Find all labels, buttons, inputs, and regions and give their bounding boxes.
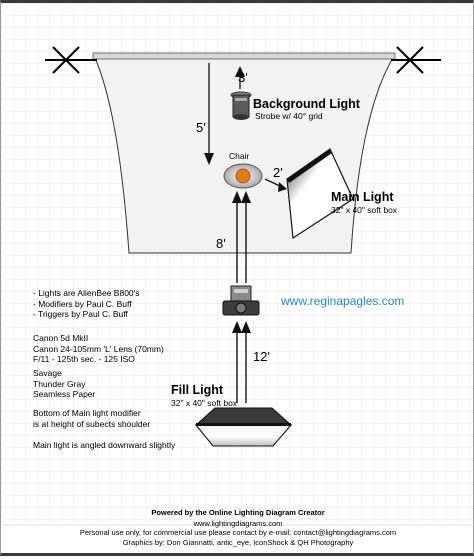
footer-usage: Personal use only, for commercial use please contact by e-mail: contact@lightingdiagrams.com <box>79 528 397 537</box>
background-light-title: Background Light <box>253 97 360 111</box>
note-line: Bottom of Main light modifier <box>33 408 141 418</box>
placement-notes <box>33 408 150 429</box>
note-line: is at height of subects shoulder <box>33 418 151 429</box>
fill-light-title: Fill Light <box>171 383 224 397</box>
chair-label: Chair <box>229 151 250 161</box>
background-light-distance: 3' <box>238 70 248 85</box>
background-light-subtitle: Strobe w/ 40° grid <box>255 111 323 121</box>
note-line: - Lights are AlienBee B800's <box>33 288 140 298</box>
fill-light-distance: 12' <box>253 349 270 364</box>
note-line: - Triggers by Paul C. Buff <box>33 309 128 320</box>
backdrop-notes <box>33 368 95 400</box>
note-line: Canon 24-105mm 'L' Lens (70mm) <box>33 343 164 354</box>
lights-notes <box>33 288 140 320</box>
note-line: Seamless Paper <box>33 389 96 400</box>
camera-notes <box>33 333 164 365</box>
note-line: Thunder Gray <box>33 378 86 389</box>
note-line: F/11 - 125th sec. - 125 ISO <box>33 354 135 365</box>
fill-light-softbox-icon <box>196 408 291 446</box>
footer-graphics: Graphics by: Don Giannatti, antic_eye, IconShock & QH Photography <box>122 538 354 547</box>
backdrop-roll <box>93 53 395 59</box>
main-light-subtitle: 32" x 40" soft box <box>331 205 398 215</box>
website-link[interactable]: www.reginapagles.com <box>281 294 405 308</box>
main-light-distance: 2' <box>273 165 283 180</box>
note-line: - Modifiers by Paul C. Buff <box>33 298 132 309</box>
note-line: Canon 5d MkII <box>33 333 89 343</box>
subject-icon <box>236 169 250 183</box>
backdrop-to-chair-distance: 5' <box>196 120 206 135</box>
lighting-diagram <box>1 3 474 559</box>
footer-credit: Powered by the Online Lighting Diagram Creator <box>151 508 325 517</box>
angle-note: Main light is angled downward slightly <box>33 440 176 450</box>
note-line: Savage <box>33 368 62 378</box>
camera-to-chair-distance: 8' <box>216 236 226 251</box>
background-light-icon <box>231 92 251 120</box>
fill-light-subtitle: 32" x 40" soft box <box>171 398 238 408</box>
footer-url[interactable]: www.lightingdiagrams.com <box>193 519 283 528</box>
main-light-title: Main Light <box>331 190 394 204</box>
